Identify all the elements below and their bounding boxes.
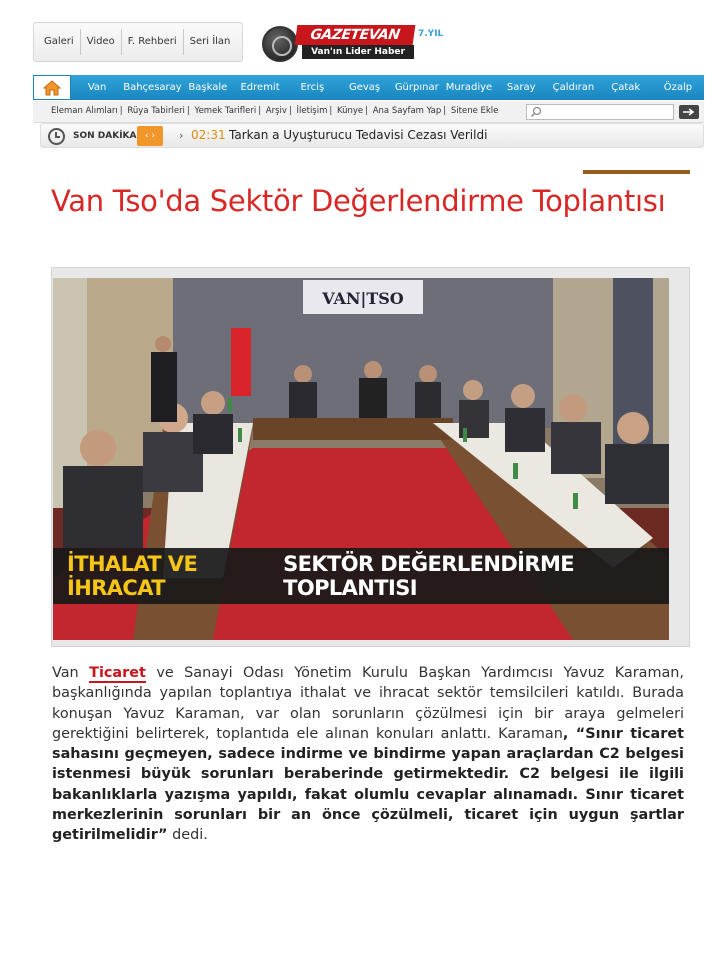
nav-item-bahcesaray[interactable]: Bahçesaray (123, 82, 182, 93)
sublink-yemek[interactable]: Yemek Tarifleri (194, 106, 257, 116)
breaking-headline[interactable]: Tarkan a Uyuşturucu Tedavisi Cezası Verildi (229, 128, 488, 142)
sublink-anasayfa[interactable]: Ana Sayfam Yap (372, 106, 442, 116)
breaking-label: SON DAKİKA (73, 131, 137, 141)
logo-years: 7.YIL (418, 29, 444, 39)
nav-item-saray[interactable]: Saray (506, 82, 536, 93)
ticaret-link[interactable]: Ticaret (89, 665, 146, 681)
search-icon (530, 106, 542, 118)
nav-item-caldiran[interactable]: Çaldıran (552, 82, 595, 93)
breaking-nav-arrows[interactable]: ‹ › (137, 126, 163, 146)
search-button[interactable] (679, 105, 699, 119)
banner-highlight: İTHALAT VE İHRACAT (67, 552, 198, 600)
body-quote: , “Sınır ticaret sahasını geçmeyen, sadece indirme ve bindirme yapan araçlardan C2 belgesi istenmesi büyük sorunları beraberinde getirmektedir. C2 belgesi ile ilgili bakanlıklarla yazışma yapıldı, fakat olumlu cevaplar alınamadı. Sınır ticaret merkezlerinin sorunları bir an önce çözülmeli, ticaret için uygun şartlar getirilmelidir” (52, 725, 685, 844)
body-start: Van (52, 665, 79, 681)
home-icon (43, 80, 61, 96)
nav-item-muradiye[interactable]: Muradiye (445, 82, 493, 93)
tab-video[interactable]: Video (81, 29, 122, 55)
sub-links: Eleman Alımları | Rüya Tabirleri | Yemek Tarifleri | Arşiv | İletişim | Künye | Ana Sayfam Yap | Sitene Ekle (51, 106, 499, 116)
article-body (52, 663, 684, 846)
sublink-arsiv[interactable]: Arşiv (265, 106, 287, 116)
tab-rehber[interactable]: F. Rehberi (122, 29, 184, 55)
body-plain: ve Sanayi Odası Yönetim Kurulu Başkan Yardımcısı Yavuz Karaman, başkanlığında yapılan toplantıya ithalat ve ihracat sektör temsilcileri katıldı. Burada konuşan Yavuz Karaman, var olan sorunların çözülmesi için bir araya gelmeleri gerektiğini belirterek, toplantıda ele alınan konuları anlattı. Karaman (52, 665, 685, 742)
home-button[interactable] (33, 75, 71, 100)
site-logo[interactable] (262, 24, 452, 71)
nav-item-van[interactable]: Van (87, 82, 107, 93)
sign-text: VAN|TSO (322, 289, 404, 308)
chevron-right-icon: › (179, 129, 184, 142)
article-title: Van Tso'da Sektör Değerlendirme Toplantısı (51, 184, 666, 218)
clock-icon (48, 128, 65, 145)
article-photo (53, 278, 669, 640)
sublink-ruya[interactable]: Rüya Tabirleri (127, 106, 185, 116)
logo-name: GAZETEVAN (295, 25, 416, 45)
arrow-right-icon (682, 107, 696, 117)
nav-item-edremit[interactable]: Edremit (240, 82, 280, 93)
nav-item-gurpinar[interactable]: Gürpınar (394, 82, 439, 93)
body-end: dedi. (172, 827, 208, 844)
photo-caption-banner (53, 548, 669, 604)
main-nav (33, 75, 704, 100)
nav-item-gevas[interactable]: Gevaş (348, 82, 381, 93)
logo-slogan: Van'ın Lider Haber Sitesi (302, 45, 414, 59)
breaking-time: 02:31 (191, 128, 226, 142)
nav-item-ozalp[interactable]: Özalp (663, 82, 693, 93)
search-input[interactable] (526, 104, 674, 120)
top-tabs (33, 22, 243, 62)
tab-seri-ilan[interactable]: Seri İlan (189, 36, 231, 47)
banner-text: SEKTÖR DEĞERLENDİRME TOPLANTISI (283, 552, 574, 600)
article-photo-frame (51, 267, 690, 647)
tab-galeri[interactable]: Galeri (34, 29, 81, 55)
nav-item-ercis[interactable]: Erciş (300, 82, 325, 93)
breaking-news-bar (40, 123, 704, 148)
sublink-iletisim[interactable]: İletişim (296, 106, 328, 116)
divider (583, 170, 690, 174)
nav-item-catak[interactable]: Çatak (611, 82, 641, 93)
globe-icon (262, 26, 298, 62)
sublink-eleman[interactable]: Eleman Alımları (51, 106, 118, 116)
sublink-sitene-ekle[interactable]: Sitene Ekle (450, 106, 499, 116)
nav-item-baskale[interactable]: Başkale (188, 82, 228, 93)
sub-links-bar (33, 101, 704, 123)
sublink-kunye[interactable]: Künye (336, 106, 364, 116)
